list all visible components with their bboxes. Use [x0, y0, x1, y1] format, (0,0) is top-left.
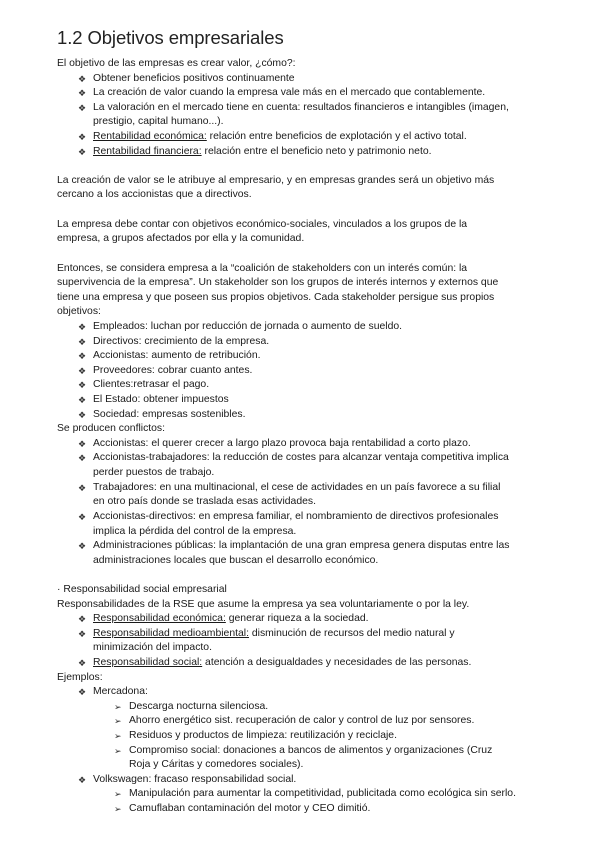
line-text: tiene una empresa y que poseen sus propios objetivos. Cada stakeholder persigue sus propios — [57, 291, 495, 303]
bullet-item — [57, 437, 557, 452]
line-text: Descarga nocturna silenciosa. — [129, 700, 269, 712]
diamond-bullet-icon: ❖ — [78, 628, 87, 639]
text-line — [57, 656, 557, 671]
paragraph — [57, 583, 557, 598]
bullet-item — [57, 335, 557, 350]
diamond-bullet-icon: ❖ — [78, 438, 87, 449]
bullet-item — [57, 510, 557, 539]
line-text: La creación de valor se le atribuye al empresario, y en empresas grandes será un objetivo más — [57, 174, 495, 186]
sub-bullet-item — [57, 787, 557, 802]
line-text: supervivencia de la empresa”. Un stakeholder son los grupos de interés internos y externos que — [57, 277, 499, 289]
line-text: Roja y Cáritas y comedores sociales). — [129, 759, 304, 771]
diamond-bullet-icon: ❖ — [78, 365, 87, 376]
text-line — [57, 612, 557, 627]
sub-bullet-item — [57, 700, 557, 715]
text-line — [57, 495, 557, 510]
line-text: Accionistas: el querer crecer a largo plazo provoca baja rentabilidad a corto plazo. — [93, 437, 471, 449]
text-line — [57, 773, 557, 788]
line-text: Ahorro energético sist. recuperación de calor y control de luz por sensores. — [129, 715, 475, 727]
text-line — [57, 378, 557, 393]
diamond-bullet-icon: ❖ — [78, 380, 87, 391]
diamond-bullet-icon: ❖ — [78, 351, 87, 362]
diamond-bullet-icon: ❖ — [78, 657, 87, 668]
text-line — [57, 364, 557, 379]
line-text: Empleados: luchan por reducción de jornada o aumento de sueldo. — [93, 320, 403, 332]
sub-bullet-item — [57, 729, 557, 744]
line-text: administraciones locales que buscan el desarrollo económico. — [93, 554, 379, 566]
bullet-item — [57, 130, 557, 145]
line-text: Responsabilidades de la RSE que asume la empresa ya sea voluntariamente o por la ley. — [57, 598, 470, 610]
blank-line — [57, 203, 557, 218]
line-text: Compromiso social: donaciones a bancos de alimentos y organizaciones (Cruz — [129, 744, 493, 756]
line-text: Camuflaban contaminación del motor y CEO dimitió. — [129, 803, 371, 815]
text-line — [57, 291, 557, 306]
text-line — [57, 276, 557, 291]
line-text: El objetivo de las empresas es crear valor, ¿cómo?: — [57, 58, 296, 69]
underlined-term: Responsabilidad medioambiental: — [93, 627, 249, 639]
arrow-bullet-icon: ➢ — [114, 701, 122, 712]
diamond-bullet-icon: ❖ — [78, 146, 87, 157]
text-line — [57, 729, 557, 744]
line-text: generar riqueza a la sociedad. — [225, 613, 369, 625]
diamond-bullet-icon: ❖ — [78, 453, 87, 464]
sub-bullet-item — [57, 714, 557, 729]
diamond-bullet-icon: ❖ — [78, 614, 87, 625]
text-line — [57, 115, 557, 130]
blank-line — [57, 159, 557, 174]
line-text: perder puestos de trabajo. — [93, 467, 215, 479]
diamond-bullet-icon: ❖ — [78, 687, 87, 698]
diamond-bullet-icon: ❖ — [78, 321, 87, 332]
paragraph — [57, 671, 557, 686]
arrow-bullet-icon: ➢ — [114, 745, 122, 756]
line-text: El Estado: obtener impuestos — [93, 394, 229, 406]
line-text: minimización del impacto. — [93, 642, 212, 654]
line-text: disminución de recursos del medio natural y — [248, 627, 455, 639]
line-text: Accionistas: aumento de retribución. — [93, 350, 261, 362]
text-line — [57, 598, 557, 613]
line-text: Administraciones públicas: la implantación de una gran empresa genera disputas entre las — [93, 540, 510, 552]
arrow-bullet-icon: ➢ — [114, 731, 122, 742]
text-line — [57, 787, 557, 802]
bullet-item — [57, 72, 557, 87]
bullet-item — [57, 364, 557, 379]
diamond-bullet-icon: ❖ — [78, 132, 87, 143]
text-line — [57, 481, 557, 496]
paragraph — [57, 422, 557, 437]
bullet-item — [57, 86, 557, 101]
line-text: objetivos: — [57, 306, 101, 318]
line-text: en otro país donde se traslada esas actividades. — [93, 496, 316, 508]
sub-bullet-item — [57, 744, 557, 773]
paragraph — [57, 174, 557, 203]
text-line — [57, 744, 557, 759]
text-line — [57, 130, 557, 145]
line-text: · Responsabilidad social empresarial — [57, 583, 227, 595]
line-text: Volkswagen: fracaso responsabilidad social. — [93, 773, 297, 785]
text-line — [57, 393, 557, 408]
text-line — [57, 232, 557, 247]
line-text: La valoración en el mercado tiene en cuenta: resultados financieros e intangibles (imagen, — [93, 101, 509, 113]
line-text: Mercadona: — [93, 686, 148, 698]
text-line — [57, 714, 557, 729]
line-text: Accionistas-directivos: en empresa familiar, el nombramiento de directivos profesionales — [93, 510, 499, 522]
text-line — [57, 641, 557, 656]
text-line — [57, 305, 557, 320]
line-text: Entonces, se considera empresa a la “coalición de stakeholders con un interés común: la — [57, 262, 468, 274]
line-text: Sociedad: empresas sostenibles. — [93, 408, 246, 420]
line-text: Directivos: crecimiento de la empresa. — [93, 335, 270, 347]
text-line — [57, 554, 557, 569]
line-text: La creación de valor cuando la empresa vale más en el mercado que contablemente. — [93, 87, 486, 99]
text-line — [57, 335, 557, 350]
line-text: relación entre el beneficio neto y patrimonio neto. — [201, 145, 432, 157]
text-line — [57, 671, 557, 686]
diamond-bullet-icon: ❖ — [78, 88, 87, 99]
paragraph — [57, 262, 557, 320]
bullet-item — [57, 656, 557, 671]
line-text: implica la pérdida del control de la empresa. — [93, 525, 297, 537]
bullet-item — [57, 145, 557, 160]
text-line — [57, 685, 557, 700]
blank-line — [57, 568, 557, 583]
line-text: Accionistas-trabajadores: la reducción de costes para alcanzar ventaja competitiva implica — [93, 452, 509, 464]
text-line — [57, 525, 557, 540]
text-line — [57, 700, 557, 715]
text-line — [57, 349, 557, 364]
line-text: La empresa debe contar con objetivos económico-sociales, vinculados a los grupos de la — [57, 218, 468, 230]
line-text: cercano a los accionistas que a directivos. — [57, 189, 252, 201]
text-line — [57, 466, 557, 481]
underlined-term: Responsabilidad social: — [93, 656, 203, 668]
text-line — [57, 320, 557, 335]
text-line — [57, 72, 557, 87]
line-text: Obtener beneficios positivos continuamente — [93, 72, 295, 84]
line-text: relación entre beneficios de explotación y el activo total. — [206, 131, 467, 143]
paragraph — [57, 57, 557, 72]
text-line — [57, 408, 557, 423]
page-title: 1.2 Objetivos empresariales — [57, 27, 284, 48]
bullet-item — [57, 539, 557, 568]
arrow-bullet-icon: ➢ — [114, 804, 122, 815]
line-text: Se producen conflictos: — [57, 423, 166, 435]
bullet-item — [57, 481, 557, 510]
text-line — [57, 174, 557, 189]
line-text: Ejemplos: — [57, 671, 103, 683]
bullet-item — [57, 627, 557, 656]
underlined-term: Rentabilidad financiera: — [93, 145, 202, 157]
diamond-bullet-icon: ❖ — [78, 511, 87, 522]
bullet-item — [57, 773, 557, 788]
diamond-bullet-icon: ❖ — [78, 102, 87, 113]
text-line — [57, 758, 557, 773]
text-line — [57, 57, 557, 72]
arrow-bullet-icon: ➢ — [114, 716, 122, 727]
line-text: Residuos y productos de limpieza: reutilización y reciclaje. — [129, 730, 397, 742]
text-line — [57, 145, 557, 160]
paragraph — [57, 218, 557, 247]
paragraph — [57, 598, 557, 613]
text-line — [57, 510, 557, 525]
bullet-item — [57, 349, 557, 364]
bullet-item — [57, 320, 557, 335]
blank-line — [57, 247, 557, 262]
line-text: prestigio, capital humano...). — [93, 116, 224, 128]
diamond-bullet-icon: ❖ — [78, 395, 87, 406]
diamond-bullet-icon: ❖ — [78, 541, 87, 552]
bullet-item — [57, 612, 557, 627]
text-line — [57, 451, 557, 466]
arrow-bullet-icon: ➢ — [114, 789, 122, 800]
line-text: Clientes:retrasar el pago. — [93, 379, 210, 391]
bullet-item — [57, 685, 557, 700]
text-line — [57, 627, 557, 642]
bullet-item — [57, 408, 557, 423]
text-line — [57, 802, 557, 817]
diamond-bullet-icon: ❖ — [78, 774, 87, 785]
underlined-term: Rentabilidad económica: — [93, 131, 207, 143]
text-line — [57, 422, 557, 437]
text-line — [57, 101, 557, 116]
text-line — [57, 188, 557, 203]
diamond-bullet-icon: ❖ — [78, 73, 87, 84]
diamond-bullet-icon: ❖ — [78, 409, 87, 420]
text-line — [57, 86, 557, 101]
line-text: atención a desigualdades y necesidades de las personas. — [202, 656, 472, 668]
underlined-term: Responsabilidad económica: — [93, 613, 226, 625]
text-line — [57, 539, 557, 554]
text-line — [57, 583, 557, 598]
text-line — [57, 437, 557, 452]
diamond-bullet-icon: ❖ — [78, 336, 87, 347]
bullet-item — [57, 451, 557, 480]
bullet-item — [57, 393, 557, 408]
text-line — [57, 262, 557, 277]
document-body — [57, 57, 557, 817]
diamond-bullet-icon: ❖ — [78, 482, 87, 493]
text-line — [57, 218, 557, 233]
sub-bullet-item — [57, 802, 557, 817]
bullet-item — [57, 101, 557, 130]
line-text: Proveedores: cobrar cuanto antes. — [93, 364, 253, 376]
bullet-item — [57, 378, 557, 393]
line-text: Manipulación para aumentar la competitividad, publicitada como ecológica sin serlo. — [129, 788, 516, 800]
line-text: Trabajadores: en una multinacional, el cese de actividades en un país favorece a su filial — [93, 481, 501, 493]
line-text: empresa, a grupos afectados por ella y la comunidad. — [57, 233, 305, 245]
